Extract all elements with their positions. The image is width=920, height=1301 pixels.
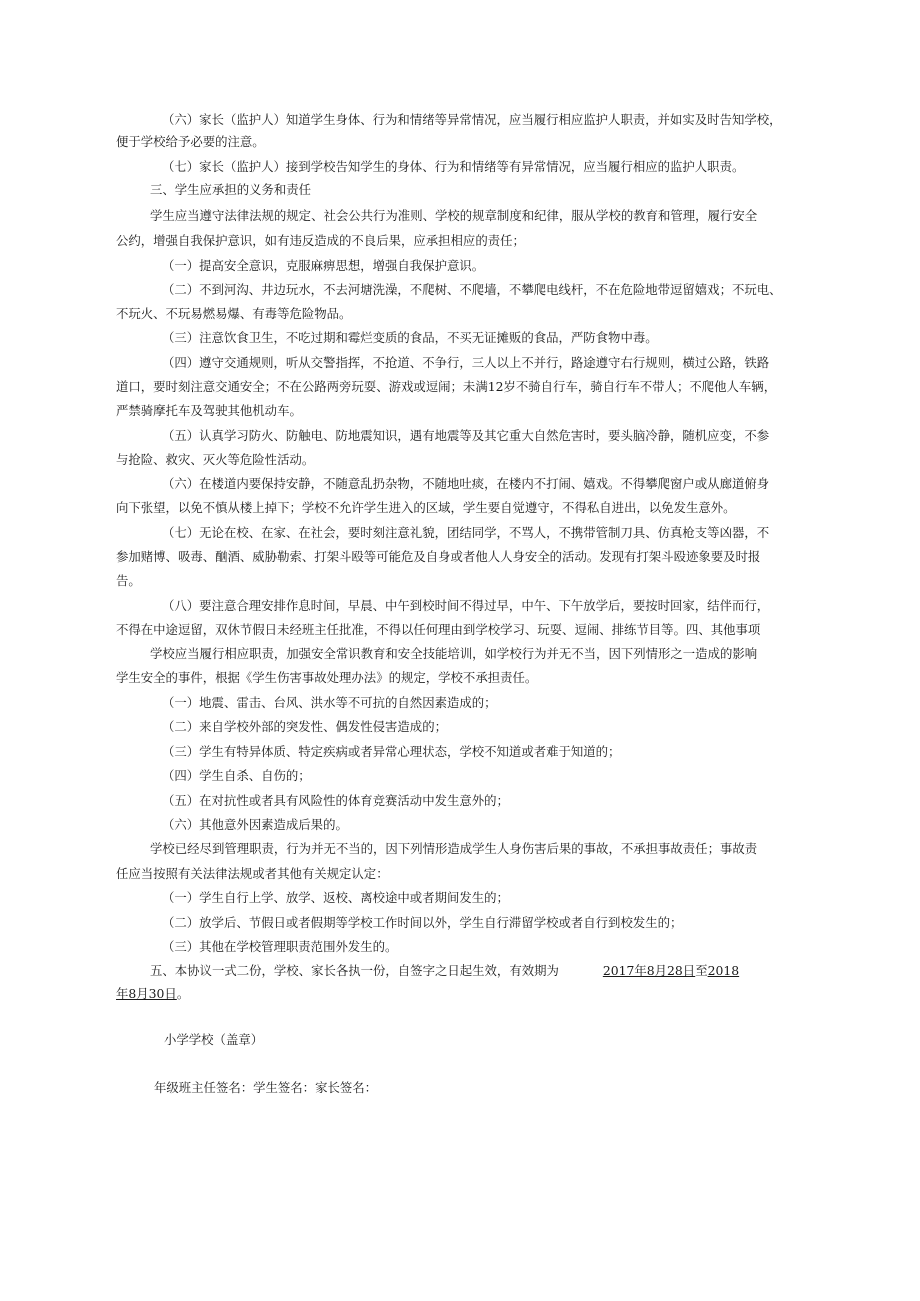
validity-end-year: 2018 — [707, 963, 740, 978]
text-line: 不得在中途逗留，双休节假日未经班主任批准，不得以任何理由到学校学习、玩耍、逗闹、排练节目等。四、其他事项 — [116, 622, 761, 637]
text-line: 道口，要时刻注意交通安全；不在公路两旁玩耍、游戏或逗闹；未满12岁不骑自行车，骑自行车不带人；不爬他人车辆， — [116, 379, 777, 394]
validity-end-date: 年8月30日 — [116, 986, 177, 1001]
text-line: （二）放学后、节假日或者假期等学校工作时间以外，学生自行滞留学校或者自行到校发生的； — [162, 915, 683, 930]
text-line: （四）遵守交通规则，听从交警指挥，不抢道、不争行，三人以上不并行，路途遵守右行规则，横过公路，铁路 — [162, 355, 770, 370]
section-heading: 三、学生应承担的义务和责任 — [150, 182, 312, 197]
text-line: （二）不到河沟、井边玩水，不去河塘洗澡，不爬树、不爬墙，不攀爬电线杆，不在危险地带逗留嬉戏；不玩电、 — [162, 282, 782, 297]
text-line: 严禁骑摩托车及驾驶其他机动车。 — [116, 403, 302, 418]
text-line: （三）注意饮食卫生，不吃过期和霉烂变质的食品，不买无证摊贩的食品，严防食物中毒。 — [162, 330, 658, 345]
validity-clause-cont — [116, 986, 189, 1002]
text-line: 向下张望，以免不慎从楼上掉下；学校不允许学生进入的区域，学生要自觉遵守，不得私自进出，以免发生意外。 — [116, 500, 736, 515]
validity-clause — [150, 963, 739, 979]
text-line: 学校应当履行相应职责，加强安全常识教育和安全技能培训，如学校行为并无不当，因下列情形之一造成的影响 — [150, 646, 758, 661]
text-line: （六）在楼道内要保持安静，不随意乱扔杂物，不随地吐痰，在楼内不打闹、嬉戏。不得攀爬窗户或从廊道俯身 — [162, 476, 770, 491]
text-line: （三）其他在学校管理职责范围外发生的。 — [162, 939, 398, 954]
validity-text: 五、本协议一式二份，学校、家长各执一份，自签字之日起生效，有效期为 — [150, 963, 559, 978]
text-line: （八）要注意合理安排作息时间，早晨、中午到校时间不得过早，中午、下午放学后，要按时回家，结伴而行， — [162, 598, 770, 613]
text-line: （五）认真学习防火、防触电、防地震知识，遇有地震等及其它重大自然危害时，要头脑冷静，随机应变，不参 — [162, 428, 770, 443]
text-line: （六）其他意外因素造成后果的。 — [162, 817, 348, 832]
text-line: （三）学生有特异体质、特定疾病或者异常心理状态，学校不知道或者难于知道的； — [162, 744, 621, 759]
text-line: 学生应当遵守法律法规的规定、社会公共行为准则、学校的规章制度和纪律，服从学校的教育和管理，履行安全 — [150, 208, 758, 223]
text-line: （一）学生自行上学、放学、返校、离校途中或者期间发生的； — [162, 890, 509, 905]
text-line: 参加赌博、吸毒、酗酒、威胁勒索、打架斗殴等可能危及自身或者他人人身安全的活动。发现有打架斗殴迹象要及时报 — [116, 549, 761, 564]
text-line: （二）来自学校外部的突发性、偶发性侵害造成的； — [162, 719, 447, 734]
validity-to-word: 至 — [695, 963, 708, 978]
text-line: （六）家长（监护人）知道学生身体、行为和情绪等异常情况，应当履行相应监护人职责，并如实及时告知学校， — [162, 112, 782, 127]
text-line: 与抢险、救灾、灭火等危险性活动。 — [116, 452, 315, 467]
text-line: 学生安全的事件，根据《学生伤害事故处理办法》的规定，学校不承担责任。 — [116, 670, 538, 685]
validity-start-date: 2017年8月28日 — [602, 963, 696, 978]
validity-end-punct: 。 — [176, 986, 190, 1001]
text-line: （四）学生自杀、自伤的； — [162, 768, 311, 783]
text-line: 告。 — [116, 573, 141, 588]
text-line: 不玩火、不玩易燃易爆、有毒等危险物品。 — [116, 306, 352, 321]
text-line: 任应当按照有关法律法规或者其他有关规定认定： — [116, 866, 389, 881]
text-line: （一）地震、雷击、台风、洪水等不可抗的自然因素造成的； — [162, 695, 497, 710]
text-line: （五）在对抗性或者具有风险性的体育竞赛活动中发生意外的； — [162, 793, 509, 808]
school-seal-label: 小学学校（盖章） — [164, 1032, 264, 1047]
text-line: （一）提高安全意识，克服麻痹思想，增强自我保护意识。 — [162, 258, 485, 273]
text-line: （七）家长（监护人）接到学校告知学生的身体、行为和情绪等有异常情况，应当履行相应的监护人职责。 — [162, 159, 745, 174]
text-line: （七）无论在校、在家、在社会，要时刻注意礼貌，团结同学，不骂人，不携带管制刀具、仿真枪支等凶器，不 — [162, 525, 770, 540]
text-line: 公约，增强自我保护意识，如有违反造成的不良后果，应承担相应的责任； — [116, 233, 525, 248]
text-line: 便于学校给予必要的注意。 — [116, 134, 265, 149]
text-line: 学校已经尽到管理职责，行为并无不当的，因下列情形造成学生人身伤害后果的事故，不承担事故责任；事故责 — [150, 841, 758, 856]
signature-line: 年级班主任签名：学生签名：家长签名： — [154, 1080, 378, 1095]
